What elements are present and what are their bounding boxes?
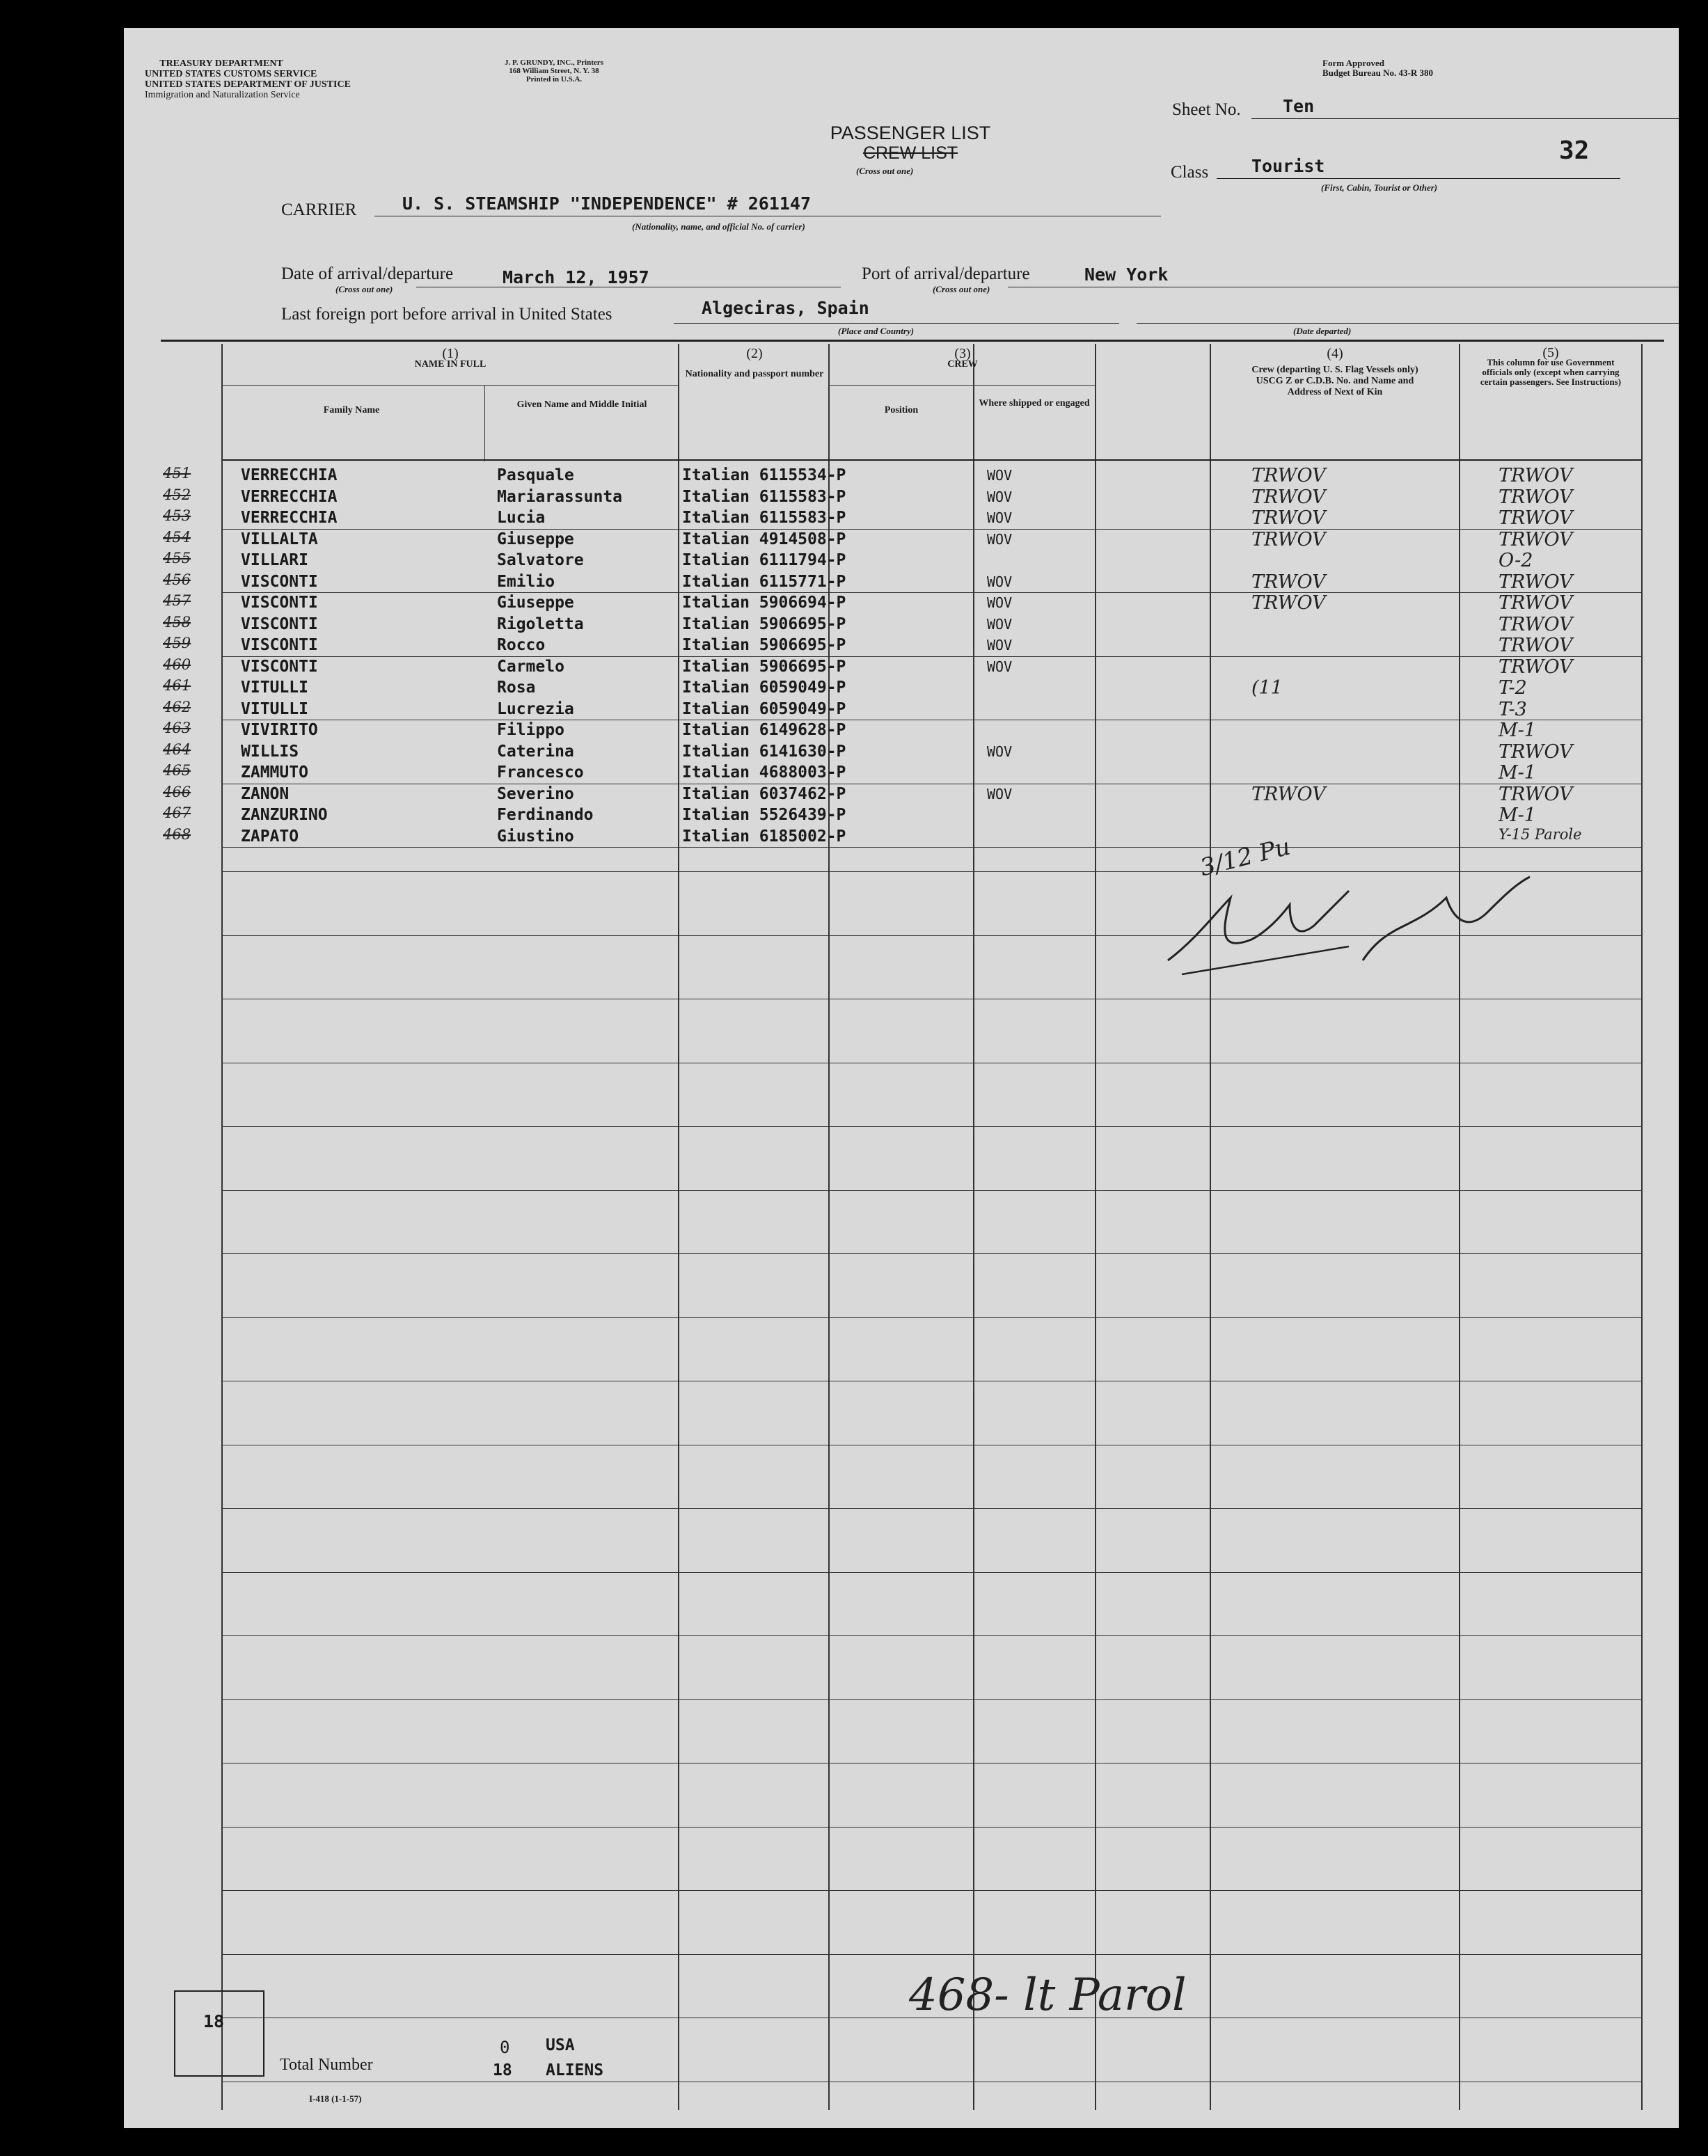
sheet-underline	[1251, 118, 1679, 119]
crew-col4-cell: (11	[1251, 677, 1283, 699]
passport-cell: Italian 6037462-P	[682, 784, 846, 803]
count-box	[174, 1990, 264, 2077]
table-row	[124, 507, 1679, 528]
col3-num: (3)	[954, 346, 971, 361]
printer-line: J. P. GRUNDY, INC., Printers	[505, 58, 603, 67]
row-number: 452	[163, 486, 191, 503]
crew-col4-cell: TRWOV	[1251, 783, 1326, 805]
col1-split	[484, 385, 485, 461]
officer-signature	[1140, 856, 1558, 995]
class-label: Class	[1171, 163, 1209, 182]
given-name-cell: Caterina	[497, 742, 574, 761]
crew-col4-cell: TRWOV	[1251, 507, 1326, 529]
aliens-label: ALIENS	[546, 2061, 604, 2079]
table-row	[124, 592, 1679, 613]
blank-row-rule	[223, 1126, 1641, 1127]
table-row	[124, 529, 1679, 550]
last-port-value: Algeciras, Spain	[702, 298, 869, 318]
table-row	[124, 550, 1679, 571]
passport-cell: Italian 5906695-P	[682, 615, 846, 633]
passenger-list-sheet	[124, 28, 1679, 2128]
port-hint: (Cross out one)	[933, 284, 990, 294]
family-name-cell: ZAMMUTO	[241, 763, 308, 782]
row-number: 466	[163, 783, 191, 800]
given-name-cell: Francesco	[497, 763, 584, 782]
given-name-cell: Giuseppe	[497, 594, 574, 612]
row-group-rule	[223, 592, 1641, 593]
col1-header	[223, 348, 678, 370]
col3-title: CREW	[947, 359, 978, 370]
family-name-cell: VERRECCHIA	[241, 487, 338, 506]
passport-cell: Italian 4688003-P	[682, 763, 846, 782]
port-label: Port of arrival/departure	[862, 264, 1030, 283]
where-engaged-cell: WOV	[987, 594, 1013, 611]
col5-num: (5)	[1542, 345, 1559, 360]
given-name-cell: Filippo	[497, 721, 564, 739]
blank-row-rule	[223, 1699, 1641, 1700]
gov-col5-cell: TRWOV	[1499, 635, 1573, 656]
signature-note: 3/12 Pu	[1197, 832, 1293, 882]
given-name-cell: Giuseppe	[497, 530, 574, 548]
table-row	[124, 826, 1679, 847]
family-name-cell: WILLIS	[241, 742, 299, 761]
family-name-cell: ZANZURINO	[241, 806, 328, 824]
arrival-label: Date of arrival/departure	[281, 264, 454, 283]
row-number: 461	[163, 677, 191, 694]
agency-line: UNITED STATES DEPARTMENT OF JUSTICE	[145, 79, 351, 90]
gov-col5-cell: TRWOV	[1499, 571, 1573, 593]
date-departed-underline	[1137, 323, 1679, 324]
gov-col5-cell: TRWOV	[1499, 783, 1573, 805]
cross-out-hint: (Cross out one)	[856, 166, 914, 176]
crew-col4-cell: TRWOV	[1251, 465, 1326, 486]
gov-col5-cell: M-1	[1499, 804, 1536, 826]
col2-num: (2)	[746, 346, 763, 361]
row-number: 456	[163, 571, 191, 588]
gov-col5-cell: Y-15 Parole	[1499, 825, 1582, 843]
family-name-cell: VILLALTA	[241, 530, 318, 548]
passport-cell: Italian 6111794-P	[682, 551, 846, 569]
col5-header	[1460, 345, 1641, 387]
table-row	[124, 784, 1679, 804]
row-number: 459	[163, 635, 191, 651]
col1-num: (1)	[442, 346, 459, 361]
given-name-cell: Rocco	[497, 636, 546, 654]
family-name-cell: VERRECCHIA	[241, 466, 338, 484]
passport-cell: Italian 6115771-P	[682, 572, 846, 591]
agency-block	[145, 58, 351, 100]
blank-row-rule	[223, 1890, 1641, 1891]
crew-col4-cell: TRWOV	[1251, 592, 1326, 614]
family-name-cell: VITULLI	[241, 679, 308, 697]
agency-line: UNITED STATES CUSTOMS SERVICE	[145, 69, 317, 79]
col2-header	[681, 348, 828, 380]
table-row	[124, 804, 1679, 825]
crew-col4-cell: TRWOV	[1251, 528, 1326, 550]
gov-col5-cell: TRWOV	[1499, 465, 1573, 486]
row-number: 468	[163, 825, 191, 843]
form-code: I-418 (1-1-57)	[309, 2093, 362, 2104]
page-number: 32	[1559, 136, 1590, 165]
table-row	[124, 699, 1679, 720]
family-name-cell: VITULLI	[241, 699, 308, 718]
gov-col5-cell: TRWOV	[1499, 592, 1573, 614]
row-number: 457	[163, 592, 191, 609]
gov-col5-cell: T-2	[1499, 677, 1527, 699]
table-row	[124, 656, 1679, 677]
where-engaged-cell: WOV	[987, 615, 1013, 633]
passport-cell: Italian 5526439-P	[682, 806, 846, 824]
form-approved-line: Form Approved	[1322, 58, 1384, 68]
gov-col5-cell: O-2	[1499, 550, 1533, 571]
table-top-rule	[161, 340, 1664, 342]
blank-row-rule	[223, 1572, 1641, 1573]
col1b-header: Given Name and Middle Initial	[516, 399, 647, 410]
where-engaged-cell: WOV	[987, 530, 1013, 548]
row-number: 464	[163, 740, 191, 758]
row-number: 463	[163, 720, 191, 736]
table-row	[124, 571, 1679, 592]
table-row	[124, 614, 1679, 635]
aliens-count: 18	[493, 2061, 512, 2079]
gov-col5-cell: M-1	[1499, 762, 1536, 784]
passport-cell: Italian 5906694-P	[682, 594, 846, 612]
given-name-cell: Giustino	[497, 827, 574, 846]
col3a-header: Position	[884, 405, 919, 415]
gov-col5-cell: TRWOV	[1499, 613, 1573, 635]
where-engaged-cell: WOV	[987, 467, 1013, 484]
col2-title: Nationality and passport number	[685, 369, 824, 379]
col1-subrule	[223, 385, 678, 386]
class-underline	[1217, 178, 1620, 179]
gov-col5-cell: T-3	[1499, 698, 1527, 720]
row-number: 453	[163, 507, 191, 524]
family-name-cell: VISCONTI	[241, 657, 318, 676]
given-name-cell: Rigoletta	[497, 615, 584, 633]
carrier-label: CARRIER	[281, 200, 357, 219]
gov-col5-cell: TRWOV	[1499, 656, 1573, 678]
family-name-cell: VILLARI	[241, 551, 308, 569]
given-name-cell: Lucrezia	[497, 699, 574, 718]
family-name-cell: VISCONTI	[241, 615, 318, 633]
passport-cell: Italian 6059049-P	[682, 679, 846, 697]
row-number: 460	[163, 656, 191, 673]
gov-col5-cell: M-1	[1499, 720, 1536, 741]
passport-cell: Italian 6149628-P	[682, 721, 846, 739]
gov-col5-cell: TRWOV	[1499, 740, 1573, 763]
last-port-underline	[674, 323, 1119, 324]
given-name-cell: Ferdinando	[497, 806, 594, 824]
passport-cell: Italian 6059049-P	[682, 699, 846, 718]
sheet-value: Ten	[1283, 96, 1315, 116]
where-engaged-cell: WOV	[987, 658, 1013, 675]
given-name-cell: Severino	[497, 784, 574, 803]
gov-col5-cell: TRWOV	[1499, 528, 1573, 550]
carrier-hint: (Nationality, name, and official No. of carrier)	[632, 221, 805, 232]
family-name-cell: ZANON	[241, 784, 290, 803]
crew-col4-cell: TRWOV	[1251, 571, 1326, 593]
passport-cell: Italian 6115534-P	[682, 466, 846, 484]
class-value: Tourist	[1251, 156, 1325, 176]
col3b-header: Where shipped or engaged	[979, 398, 1090, 409]
list-subtitle: CREW LIST	[862, 143, 958, 163]
list-title: PASSENGER LIST	[830, 122, 991, 143]
col4-title: Crew (departing U. S. Flag Vessels only) USCG Z or C.D.B. No. and Name and Address of Next of Kin	[1251, 365, 1418, 397]
col3-subrule	[830, 385, 1096, 386]
col5-title: This column for use Government officials only (except when carrying certain passengers. See Instructions)	[1480, 357, 1622, 387]
printer-line: Printed in U.S.A.	[525, 75, 583, 84]
passport-cell: Italian 5906695-P	[682, 636, 846, 654]
blank-row-rule	[223, 1190, 1641, 1191]
col3-header	[830, 348, 1096, 370]
form-approved	[1322, 58, 1433, 78]
blank-row-rule	[223, 1253, 1641, 1254]
blank-row-rule	[223, 1635, 1641, 1636]
where-engaged-cell: WOV	[987, 488, 1013, 505]
col1a-header: Family Name	[323, 405, 380, 415]
where-engaged-cell: WOV	[987, 509, 1013, 526]
blank-row-rule	[223, 1317, 1641, 1318]
family-name-cell: VERRECCHIA	[241, 509, 338, 527]
row-number: 458	[163, 613, 191, 631]
col4-header	[1211, 348, 1459, 398]
table-row	[124, 677, 1679, 698]
given-name-cell: Lucia	[497, 509, 546, 527]
passport-cell: Italian 5906695-P	[682, 657, 846, 676]
row-group-rule	[223, 529, 1641, 530]
printer-line: 168 William Street, N. Y. 38	[509, 67, 599, 75]
place-hint: (Place and Country)	[838, 326, 915, 336]
given-name-cell: Rosa	[497, 679, 536, 697]
arrival-value: March 12, 1957	[503, 267, 649, 287]
count-box-value: 18	[203, 2011, 225, 2031]
where-engaged-cell: WOV	[987, 637, 1013, 653]
blank-row-rule	[223, 1954, 1641, 1955]
where-engaged-cell: WOV	[987, 573, 1013, 590]
given-name-cell: Emilio	[497, 572, 555, 591]
last-port-label: Last foreign port before arrival in United States	[281, 305, 612, 324]
total-label: Total Number	[280, 2056, 373, 2074]
passport-cell: Italian 6115583-P	[682, 509, 846, 527]
usa-count: 0	[500, 2038, 510, 2057]
row-number: 462	[163, 698, 191, 715]
family-name-cell: ZAPATO	[241, 827, 299, 846]
usa-label: USA	[546, 2036, 575, 2054]
row-number: 455	[163, 550, 191, 566]
row-number: 467	[163, 804, 191, 821]
table-row	[124, 465, 1679, 486]
blank-row-rule	[223, 1827, 1641, 1828]
row-group-rule	[223, 847, 1641, 848]
sheet-label: Sheet No.	[1172, 100, 1241, 119]
blank-row-rule	[223, 1508, 1641, 1509]
carrier-value: U. S. STEAMSHIP "INDEPENDENCE" # 261147	[402, 193, 811, 214]
table-row	[124, 762, 1679, 783]
row-group-rule	[223, 656, 1641, 657]
family-name-cell: VISCONTI	[241, 594, 318, 612]
agency-line: Immigration and Naturalization Service	[145, 90, 300, 100]
row-number: 451	[163, 465, 191, 482]
where-engaged-cell: WOV	[987, 785, 1013, 802]
row-number: 465	[163, 762, 191, 779]
arrival-hint: (Cross out one)	[335, 284, 393, 294]
crew-col4-cell: TRWOV	[1251, 486, 1326, 508]
col1-title: NAME IN FULL	[414, 359, 487, 370]
agency-line: TREASURY DEPARTMENT	[159, 58, 283, 69]
given-name-cell: Carmelo	[497, 657, 564, 676]
family-name-cell: VIVIRITO	[241, 721, 318, 739]
table-row	[124, 635, 1679, 656]
class-hint: (First, Cabin, Tourist or Other)	[1321, 182, 1438, 193]
table-row	[124, 486, 1679, 507]
gov-col5-cell: TRWOV	[1499, 507, 1573, 529]
passport-cell: Italian 6141630-P	[682, 742, 846, 761]
form-approved-line: Budget Bureau No. 43-R 380	[1322, 68, 1434, 78]
port-value: New York	[1084, 264, 1169, 285]
bottom-note: 468- lt Parol	[909, 1969, 1187, 2021]
given-name-cell: Salvatore	[497, 551, 584, 569]
family-name-cell: VISCONTI	[241, 636, 318, 654]
passport-cell: Italian 6115583-P	[682, 487, 846, 506]
printer-block	[498, 58, 610, 84]
given-name-cell: Pasquale	[497, 466, 574, 484]
table-row	[124, 720, 1679, 740]
col4-num: (4)	[1327, 346, 1343, 361]
passport-cell: Italian 4914508-P	[682, 530, 846, 548]
given-name-cell: Mariarassunta	[497, 487, 623, 506]
header-bottom-rule	[223, 459, 1641, 461]
row-number: 454	[163, 528, 191, 546]
family-name-cell: VISCONTI	[241, 572, 318, 591]
date-departed-hint: (Date departed)	[1293, 326, 1352, 336]
gov-col5-cell: TRWOV	[1499, 486, 1573, 508]
table-row	[124, 741, 1679, 762]
passport-cell: Italian 6185002-P	[682, 827, 846, 846]
where-engaged-cell: WOV	[987, 743, 1013, 760]
